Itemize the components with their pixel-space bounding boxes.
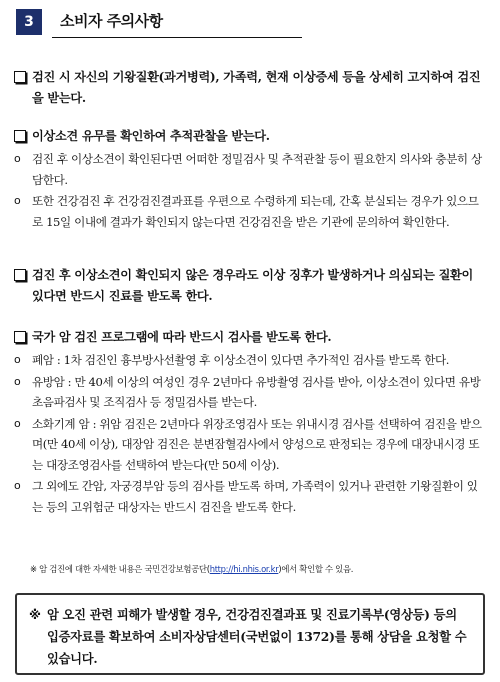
notice-heading bbox=[14, 265, 488, 307]
reference-mark-icon: ※ bbox=[29, 608, 41, 622]
section-number-badge: 3 bbox=[16, 9, 42, 35]
list-item bbox=[14, 414, 488, 476]
item-text: 폐암 : 1차 검진인 흉부방사선촬영 후 이상소견이 있다면 추가적인 검사를 받도록 한다. bbox=[32, 353, 450, 367]
bullet-list bbox=[14, 350, 488, 517]
list-item bbox=[14, 476, 488, 517]
notice-section-4 bbox=[14, 327, 488, 518]
bullet-icon: o bbox=[14, 152, 21, 165]
callout-text: 암 오진 관련 피해가 발생할 경우, 건강검진결과표 및 진료기록부(영상등) 등의 입증자료를 확보하여 소비자상담센터(국번없이 1372)를 통해 상담을 요청할 수 있습니다. bbox=[47, 607, 467, 666]
reference-mark-icon: ※ bbox=[30, 564, 37, 574]
section-title: 소비자 주의사항 bbox=[60, 12, 163, 30]
bullet-icon: o bbox=[14, 353, 21, 366]
item-text: 그 외에도 간암, 자궁경부암 등의 검사를 받도록 하며, 가족력이 있거나 관련한 기왕질환이 있는 등의 고위험군 대상자는 반드시 검진을 받도록 한다. bbox=[32, 479, 478, 514]
bullet-icon: o bbox=[14, 374, 21, 388]
notice-heading bbox=[14, 67, 488, 109]
checkbox-bullet-icon bbox=[14, 331, 26, 343]
list-item bbox=[14, 350, 488, 371]
list-item bbox=[14, 149, 488, 190]
footnote bbox=[30, 563, 490, 575]
section-header bbox=[12, 6, 302, 38]
notice-section-2 bbox=[14, 126, 488, 233]
heading-text: 검진 후 이상소견이 확인되지 않은 경우라도 이상 징후가 발생하거나 의심되는 질환이 있다면 반드시 진료를 받도록 한다. bbox=[32, 268, 473, 303]
item-text: 소화기계 암 : 위암 검진은 2년마다 위장조영검사 또는 위내시경 검사를 선택하여 검진을 받으며(만 40세 이상), 대장암 검진은 분변잠혈검사에서 양성으로 판정되는 경우에 대장내시경 또는 대장조영검사를 선택하여 받는다(만 50세 이상). bbox=[32, 416, 482, 472]
footnote-text-end: )에서 확인할 수 있음. bbox=[278, 564, 354, 574]
item-text: 또한 건강검진 후 건강검진결과표를 우편으로 수령하게 되는데, 간혹 분실되는 경우가 있으므로 15일 이내에 결과가 확인되지 않는다면 건강검진을 받은 기관에 문의하여 확인한다. bbox=[32, 194, 479, 229]
nhis-link[interactable]: http://hi.nhis.or.kr bbox=[209, 564, 279, 574]
heading-text: 이상소견 유무를 확인하여 추적관찰을 받는다. bbox=[32, 129, 270, 143]
list-item bbox=[14, 372, 488, 413]
notice-heading bbox=[14, 126, 488, 147]
warning-callout-box bbox=[15, 593, 485, 675]
checkbox-bullet-icon bbox=[14, 269, 26, 281]
heading-text: 검진 시 자신의 기왕질환(과거병력), 가족력, 현재 이상증세 등을 상세히 고지하여 검진을 받는다. bbox=[32, 70, 481, 105]
notice-section-3 bbox=[14, 265, 488, 307]
title-underline bbox=[52, 37, 302, 38]
bullet-icon: o bbox=[14, 416, 21, 430]
bullet-icon: o bbox=[14, 194, 21, 207]
notice-heading bbox=[14, 327, 488, 348]
bullet-icon: o bbox=[14, 479, 21, 492]
item-text: 유방암 : 만 40세 이상의 여성인 경우 2년마다 유방촬영 검사를 받아, 이상소견이 있다면 유방초음파검사 및 조직검사 등 정밀검사를 받는다. bbox=[32, 374, 481, 409]
list-item bbox=[14, 191, 488, 232]
item-text: 검진 후 이상소견이 확인된다면 어떠한 정밀검사 및 추적관찰 등이 필요한지 의사와 충분히 상담한다. bbox=[32, 152, 482, 187]
heading-text: 국가 암 검진 프로그램에 따라 반드시 검사를 받도록 한다. bbox=[32, 330, 332, 344]
notice-section-1 bbox=[14, 67, 488, 109]
checkbox-bullet-icon bbox=[14, 130, 26, 142]
footnote-text: 암 검진에 대한 자세한 내용은 국민건강보험공단( bbox=[39, 564, 210, 574]
bullet-list bbox=[14, 149, 488, 232]
checkbox-bullet-icon bbox=[14, 71, 26, 83]
